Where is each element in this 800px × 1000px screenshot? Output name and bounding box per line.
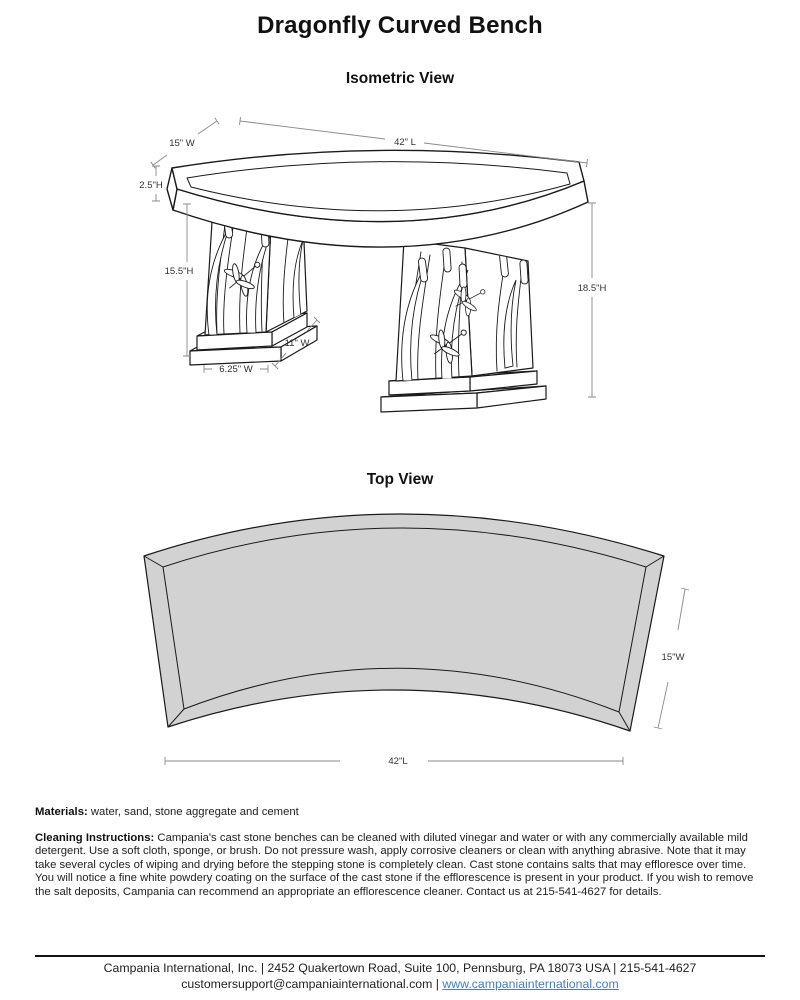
dim-label-base-depth: 11" W bbox=[284, 338, 310, 349]
isometric-view-label: Isometric View bbox=[345, 70, 455, 87]
cleaning-instructions bbox=[35, 832, 767, 899]
top-view-drawing bbox=[0, 495, 800, 780]
footer-website-link[interactable]: www.campaniainternational.com bbox=[442, 977, 619, 991]
top-view-label: Top View bbox=[366, 471, 434, 488]
dim-label-overall-height: 18.5"H bbox=[577, 283, 607, 294]
cleaning-text: Campania's cast stone benches can be cleaned with diluted vinegar and water or with any commercially available mild detergent. Use a soft cloth, sponge, or brush. Do not pressure wash, apply corrosive cleaners or clean with anything abrasive. Note that it may take several cycles of wiping and drying before the stepping stone is completely clean. Cast stone contains salts that may effloresce over time. You will notice a fine white powdery coating on the surface of the cast stone if the efflorescence is present in your product. If you wish to remove the salt deposits, Campania can recommend an appropriate an efflorescence cleaner. Contact us at 215-541-4627 for details. bbox=[35, 832, 754, 898]
dim-label-seat-thickness: 2.5"H bbox=[139, 180, 163, 191]
seat-top-outline bbox=[144, 514, 664, 731]
materials-line bbox=[35, 806, 767, 819]
dim-label-seat-width: 15" W bbox=[169, 138, 195, 149]
footer-separator: | bbox=[435, 977, 439, 991]
footer-contact-line bbox=[0, 977, 800, 991]
dim-label-pedestal-height: 15.5"H bbox=[164, 266, 194, 277]
footer-rule bbox=[35, 955, 765, 957]
materials-text: water, sand, stone aggregate and cement bbox=[90, 806, 299, 818]
isometric-drawing bbox=[0, 95, 800, 470]
footer-email: customersupport@campaniainternational.com bbox=[181, 977, 433, 991]
footer-company-line: Campania International, Inc. | 2452 Quakertown Road, Suite 100, Pennsburg, PA 18073 USA | 215-541-4627 bbox=[103, 961, 697, 975]
page-title: Dragonfly Curved Bench bbox=[257, 12, 543, 39]
dim-label-topview-width: 15"W bbox=[661, 652, 685, 663]
materials-label: Materials: bbox=[35, 806, 88, 818]
dim-label-topview-length: 42"L bbox=[388, 756, 408, 767]
dim-label-seat-length: 42" L bbox=[394, 137, 416, 148]
dim-label-base-width: 6.25" W bbox=[219, 364, 253, 375]
cleaning-label: Cleaning Instructions: bbox=[35, 832, 155, 844]
